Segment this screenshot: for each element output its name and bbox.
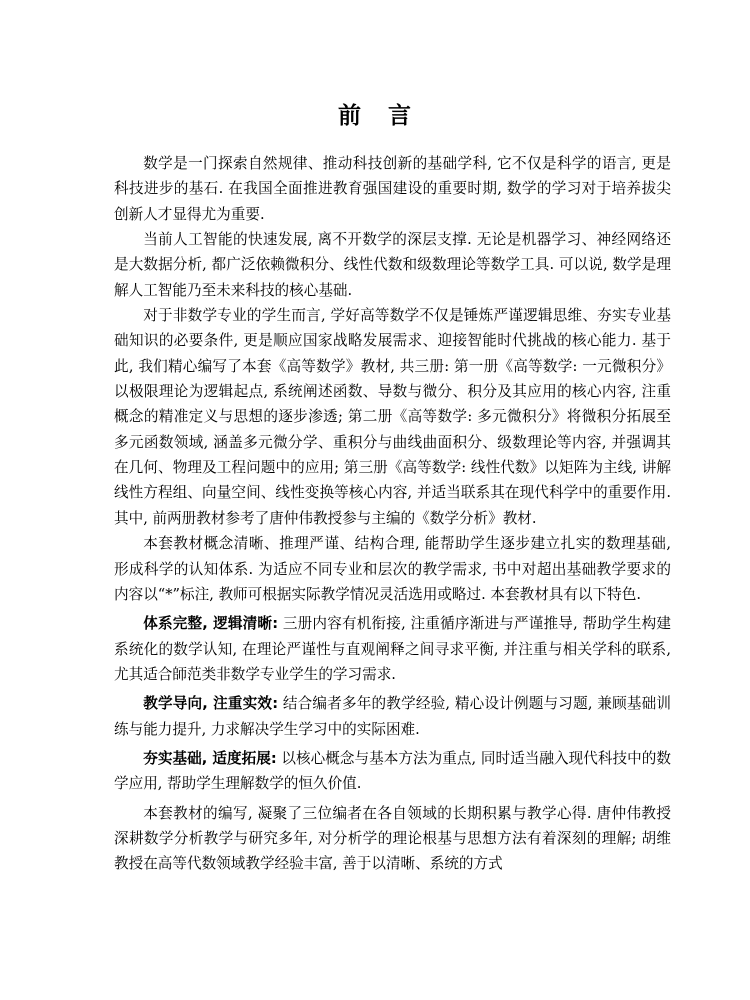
- title-char-2: 言: [388, 103, 412, 129]
- paragraph-6: [114, 691, 671, 742]
- paragraph-lead: 教学导向, 注重实效:: [143, 695, 279, 713]
- paragraph-text: 数学是一门探索自然规律、推动科技创新的基础学科, 它不仅是科学的语言, 更是科技进步的基石. 在我国全面推进教育强国建设的重要时期, 数学的学习对于培养拔尖创新人才显得尤为重要.: [114, 155, 671, 223]
- paragraph-text: 三册内容有机衔接, 注重循序渐进与严谨推导, 帮助学生构建系统化的数学认知, 在理论严谨性与直观阐释之间寻求平衡, 并注重与相关学科的联系, 尤其适合師范类非数学专业学生的学习需求.: [114, 615, 671, 683]
- paragraph-text: 当前人工智能的快速发展, 离不开数学的深层支撑. 无论是机器学习、神经网络还是大数据分析, 都广泛依赖微积分、线性代数和级数理论等数学工具. 可以说, 数学是理解人工智能乃至未来科技的核心基础.: [114, 231, 671, 299]
- paragraph-1: [114, 151, 671, 227]
- paragraph-7: [114, 746, 671, 797]
- paragraph-text: 对于非数学专业的学生而言, 学好高等数学不仅是锤炼严谨逻辑思维、夯实专业基础知识的必要条件, 更是顺应国家战略发展需求、迎接智能时代挑战的核心能力. 基于此, 我们精心编写了本套《高等数学》教材, 共三册: 第一册《高等数学: 一元微积分》以极限理论为逻辑起点, 系统阐述函数、导数与微分、积分及其应用的核心内容, 注重概念的精准定义与思想的逐步渗透; 第二册《高等数学: 多元微积分》将微积分拓展至多元函数领域, 涵盖多元微分学、重积分与曲线曲面积分、级数理论等内容, 并强调其在几何、物理及工程问题中的应用; 第三册《高等数学: 线性代数》以矩阵为主线, 讲解线性方程组、向量空间、线性变换等核心内容, 并适当联系其在现代科学中的重要作用. 其中, 前两册教材参考了唐仲伟教授参与主编的《数学分析》教材.: [114, 307, 671, 527]
- paragraph-4: [114, 531, 671, 607]
- paragraph-3: [114, 303, 671, 531]
- paragraph-text: 本套教材的编写, 凝聚了三位编者在各自领域的长期积累与教学心得. 唐仲伟教授深耕数学分析教学与研究多年, 对分析学的理论根基与思想方法有着深刻的理解; 胡维教授在高等代数领域教学经验丰富, 善于以清晰、系统的方式: [114, 804, 671, 873]
- title-char-1: 前: [338, 103, 362, 129]
- paragraph-lead: 体系完整, 逻辑清晰:: [143, 615, 279, 633]
- paragraph-lead: 夯实基础, 适度拓展:: [143, 749, 277, 767]
- paragraph-2: [114, 227, 671, 303]
- paragraph-text: 结合编者多年的教学经验, 精心设计例题与习题, 兼顾基础训练与能力提升, 力求解决学生学习中的实际困难.: [114, 695, 671, 738]
- paragraph-text: 以核心概念与基本方法为重点, 同时适当融入现代科技中的数学应用, 帮助学生理解数学的恒久价值.: [114, 749, 672, 793]
- paragraph-text: 本套教材概念清晰、推理严谨、结构合理, 能帮助学生逐步建立扎实的数理基础, 形成科学的认知体系. 为适应不同专业和层次的教学需求, 书中对超出基础教学要求的内容以“*”标注, 教师可根据实际教学情况灵活选用或略过. 本套教材具有以下特色.: [114, 535, 671, 603]
- paragraph-8: [114, 801, 671, 877]
- preface-body: [114, 151, 671, 877]
- page-title: [0, 100, 750, 132]
- paragraph-5: [114, 611, 671, 687]
